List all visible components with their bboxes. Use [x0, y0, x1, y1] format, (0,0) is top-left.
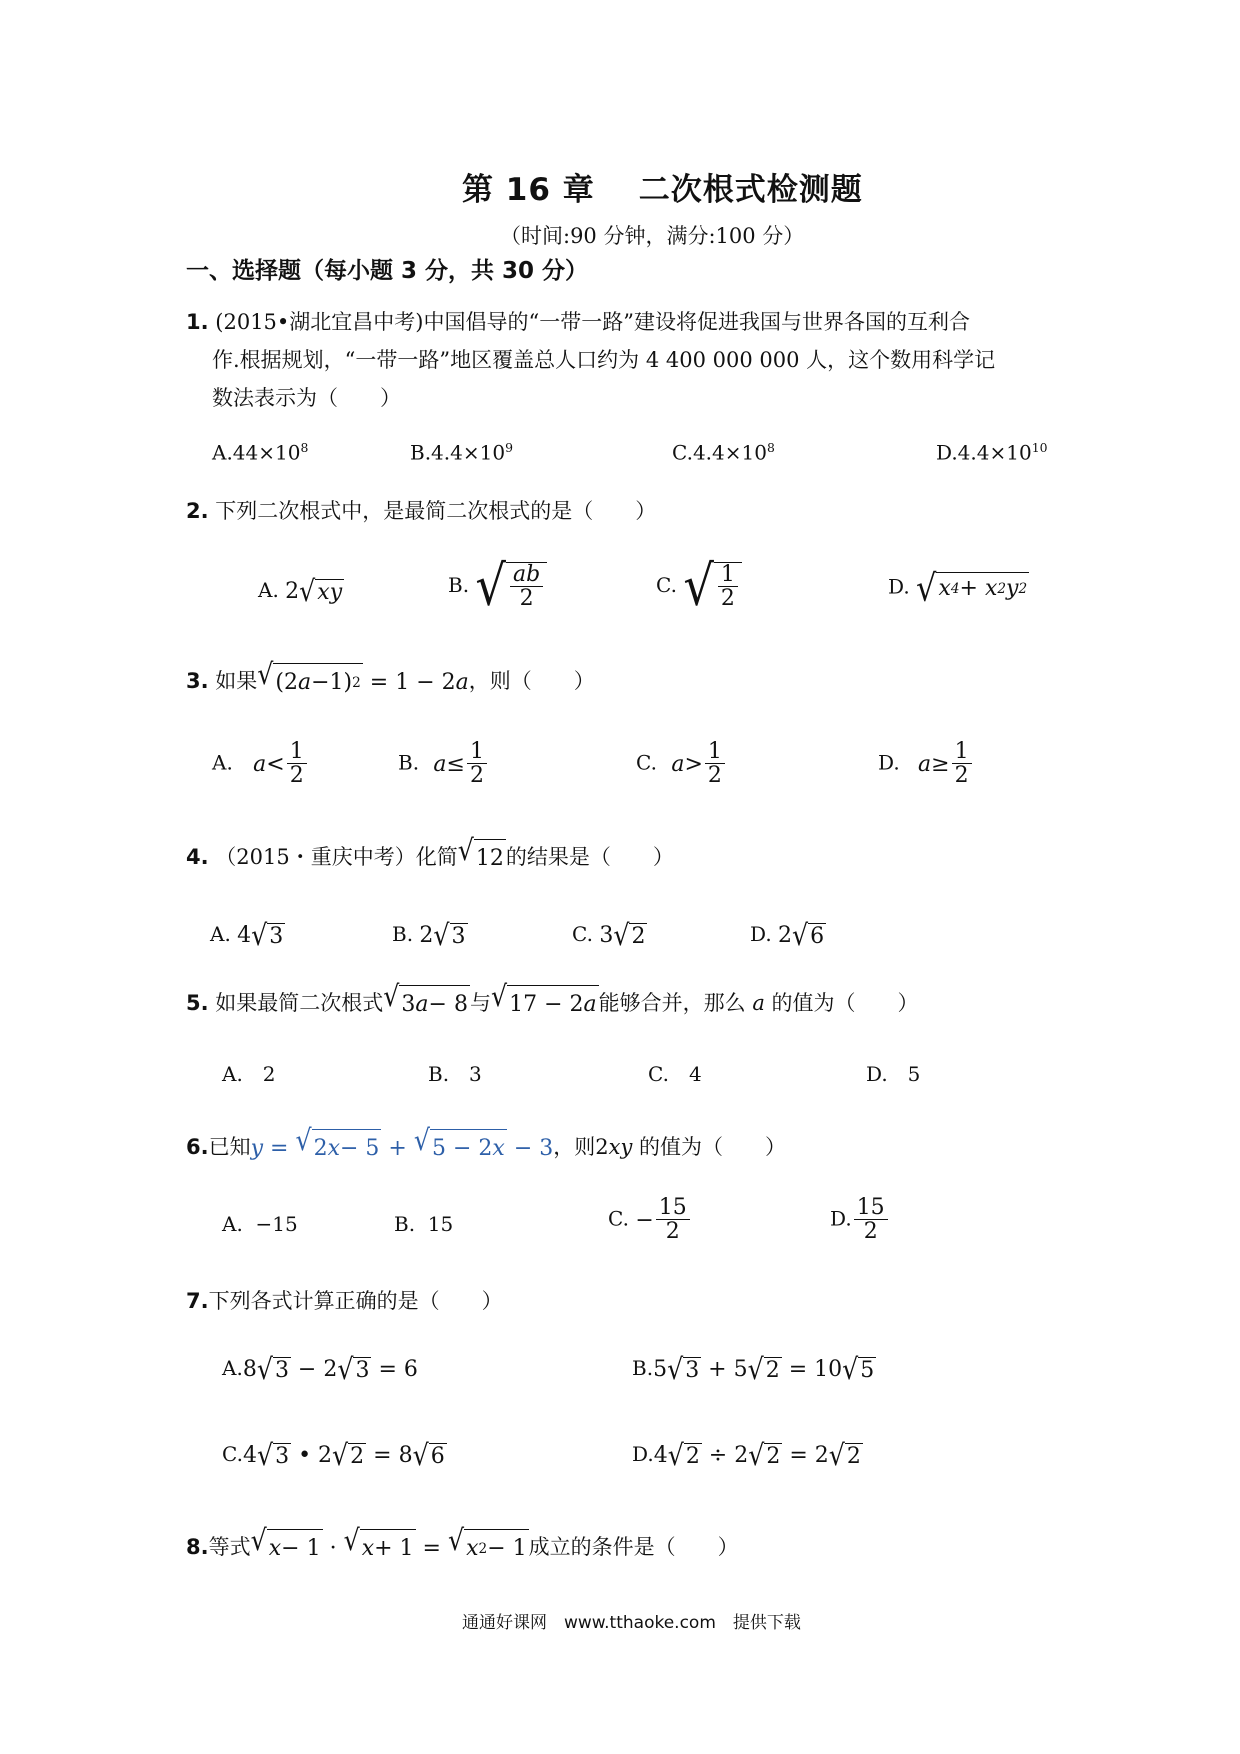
- page-footer: 通通好课网 www.tthaoke.com 提供下载: [462, 1613, 801, 1633]
- question-5-option-c[interactable]: C. 4: [648, 1062, 702, 1086]
- question-4-option-b[interactable]: B. 2 √ 3: [392, 918, 466, 952]
- question-7-option-a[interactable]: A.8 √ 3 − 2 √ 3 = 6: [222, 1352, 418, 1386]
- question-3-option-c[interactable]: C. a > $\frac{1}{2}$: [636, 740, 727, 788]
- question-number: 4.: [186, 845, 209, 869]
- question-number: 1.: [186, 310, 209, 334]
- page-title: [462, 164, 863, 209]
- question-stem-line: 作.根据规划，“一带一路”地区覆盖总人口约为 4 400 000 000 人，这个数用科学记: [212, 348, 996, 372]
- question-number: 7.: [186, 1289, 209, 1313]
- question-4: 4. （2015・重庆中考）化简 √ 12 的结果是（ ）: [186, 838, 674, 878]
- page-subtitle: （时间:90 分钟，满分:100 分）: [500, 224, 805, 248]
- question-stem-line: (2015•湖北宜昌中考)中国倡导的“一带一路”建设将促进我国与世界各国的互利合: [215, 310, 970, 334]
- question-number: 2.: [186, 499, 209, 523]
- question-3-equation: √ (2 a −1) 2 = 1 − 2 a: [257, 663, 469, 702]
- question-5-option-d[interactable]: D. 5: [866, 1062, 921, 1086]
- question-1: [186, 303, 995, 417]
- question-2-option-d[interactable]: D. √ x 4 + x 2 y 2: [888, 566, 1028, 610]
- question-4-option-a[interactable]: A. 4 √ 3: [210, 918, 284, 952]
- question-1-option-c[interactable]: $C.4.4\times 10^8$: [672, 440, 775, 465]
- section-heading: 一、选择题（每小题 3 分，共 30 分）: [186, 258, 589, 284]
- question-1-option-a[interactable]: $A.44\times 10^8$: [212, 440, 309, 465]
- question-7-option-d[interactable]: D.4 √ 2 ÷ 2 √ 2 = 2 √ 2: [632, 1438, 861, 1472]
- title-name: 二次根式检测题: [638, 172, 863, 208]
- question-5-option-b[interactable]: B. 3: [428, 1062, 482, 1086]
- question-7: 7.下列各式计算正确的是（ ）: [186, 1289, 503, 1313]
- question-number: 5.: [186, 991, 209, 1015]
- question-3-option-d[interactable]: D. a ≥ $\frac{1}{2}$: [878, 740, 974, 788]
- question-1-option-b[interactable]: $B.4.4\times 10^9$: [410, 440, 513, 465]
- question-3: 3. 如果 √ (2 a −1) 2 = 1 − 2 a ，则（ ）: [186, 662, 595, 702]
- question-2: [186, 492, 656, 530]
- question-2-option-b[interactable]: B. √ $\frac{ab}{2}$: [448, 562, 547, 611]
- question-5: 5. 如果最简二次根式 √ 3 a − 8 与 √ 17 − 2 a 能够合并，那么 a 的值为（ ）: [186, 984, 919, 1024]
- question-4-option-c[interactable]: C. 3 √ 2: [572, 918, 646, 952]
- question-8: 8.等式 √ x − 1 · √ x + 1 = √ x 2 − 1 成立的条件是（ ）: [186, 1528, 739, 1568]
- question-5-option-a[interactable]: A. 2: [222, 1062, 276, 1086]
- question-6-option-a[interactable]: A. −15: [222, 1212, 298, 1236]
- question-1-option-d[interactable]: $D.4.4\times 10^{10}$: [936, 440, 1048, 465]
- question-3-option-a[interactable]: A. a < $\frac{1}{2}$: [212, 740, 309, 788]
- question-2-option-a[interactable]: A. 2 √ xy: [258, 574, 343, 608]
- question-number: 8.: [186, 1535, 209, 1559]
- question-6-option-c[interactable]: C. − $\frac{15}{2}$: [608, 1196, 692, 1244]
- question-7-option-c[interactable]: C.4 √ 3 • 2 √ 2 = 8 √ 6: [222, 1438, 445, 1472]
- question-3-option-b[interactable]: B. a ≤ $\frac{1}{2}$: [398, 740, 489, 788]
- question-6-option-b[interactable]: B. 15: [394, 1212, 454, 1236]
- question-2-option-c[interactable]: C. √ $\frac{1}{2}$: [656, 562, 742, 611]
- question-number: 6.: [186, 1135, 209, 1159]
- question-6: 6.已知 y = √ 2 x − 5 + √ 5 − 2 x − 3，则2xy 的值为（ ）: [186, 1128, 786, 1168]
- question-4-option-d[interactable]: D. 2 √ 6: [750, 918, 825, 952]
- question-number: 3.: [186, 669, 209, 693]
- question-7-option-b[interactable]: B.5 √ 3 + 5 √ 2 = 10 √ 5: [632, 1352, 875, 1386]
- title-chapter: 第 16 章: [462, 172, 595, 208]
- question-stem: 下列二次根式中，是最简二次根式的是（ ）: [215, 499, 657, 523]
- question-stem-line: 数法表示为（ ）: [212, 386, 401, 410]
- question-6-option-d[interactable]: D. $\frac{15}{2}$: [830, 1196, 890, 1244]
